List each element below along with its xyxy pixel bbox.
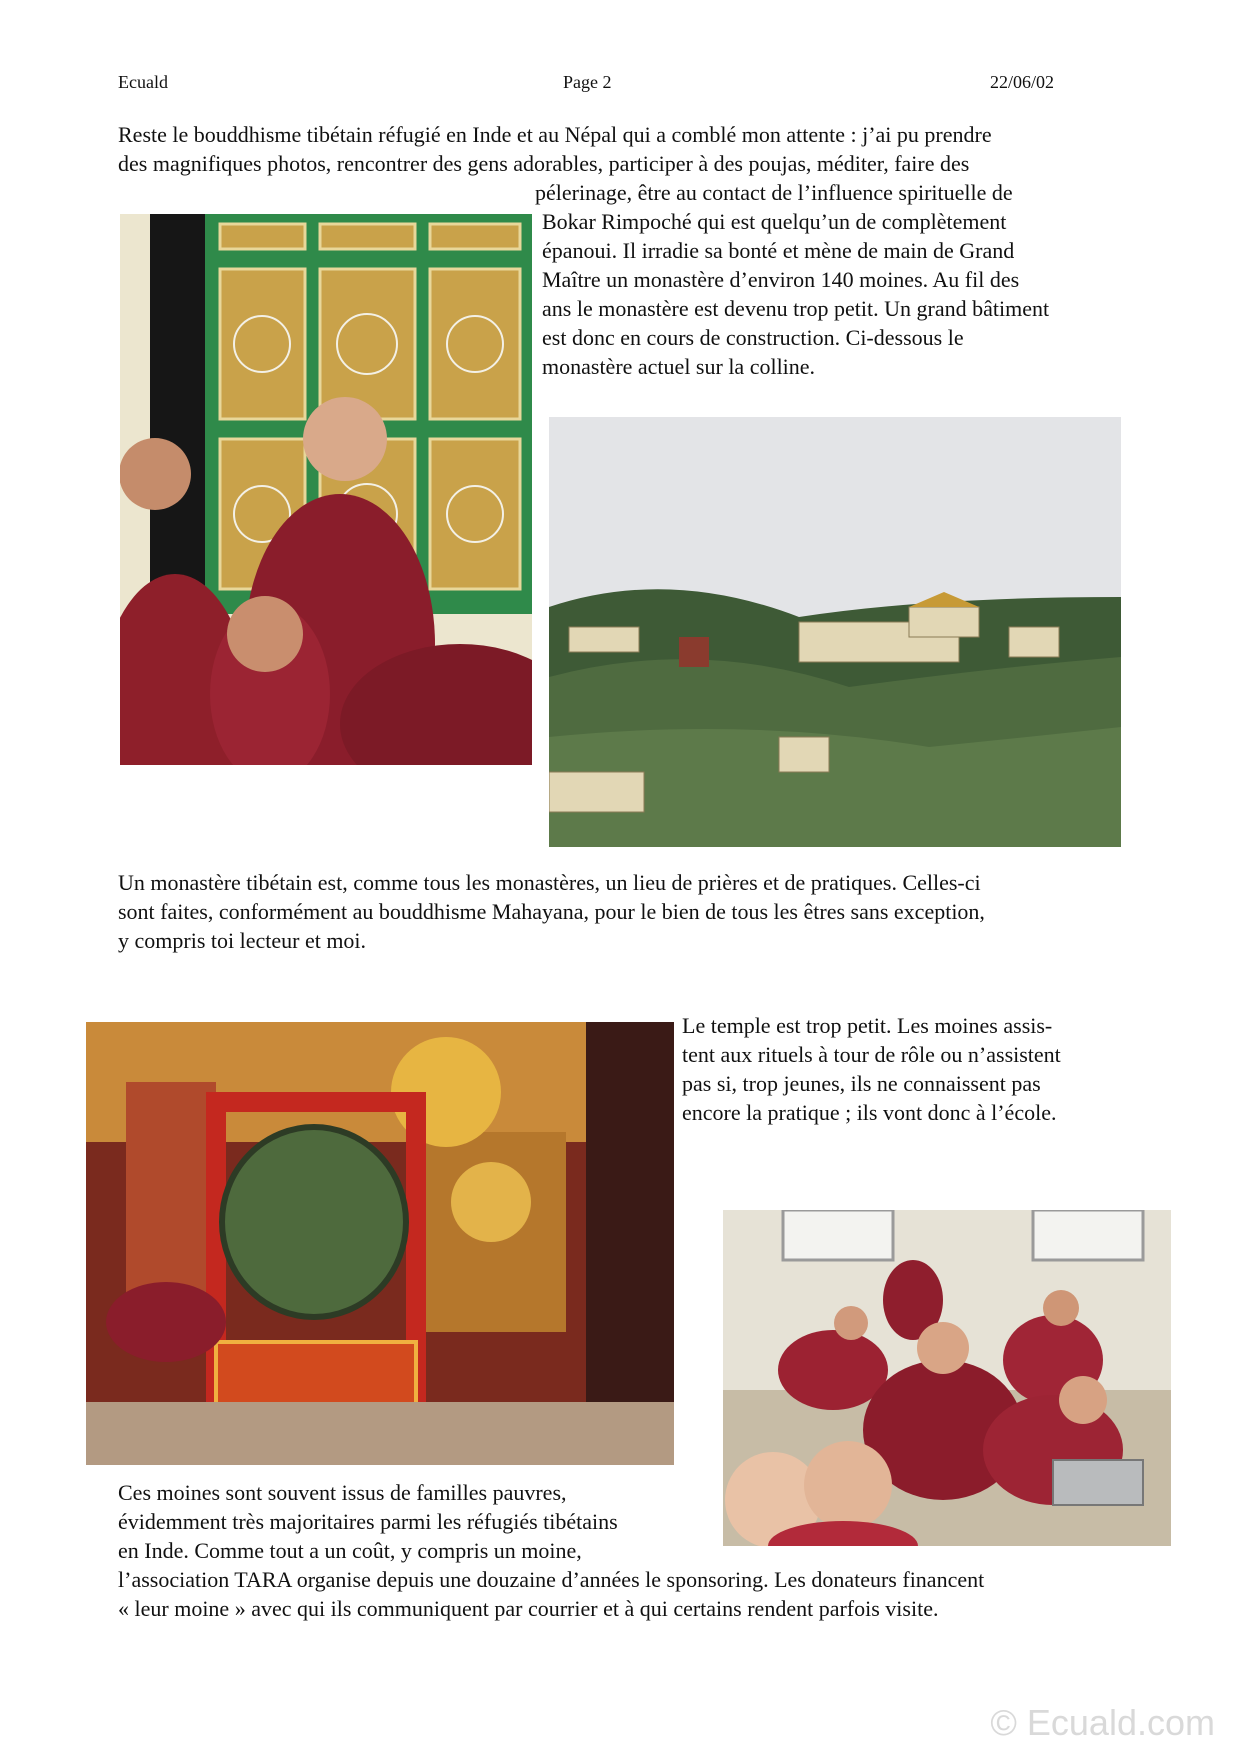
text-line: épanoui. Il irradie sa bonté et mène de main de Grand — [542, 238, 1015, 263]
text-line: « leur moine » avec qui ils communiquent par courrier et à qui certains rendent parfois visite. — [118, 1596, 939, 1621]
text-line: monastère actuel sur la colline. — [542, 354, 816, 379]
text-line: Reste le bouddhisme tibétain réfugié en Inde et au Népal qui a comblé mon attente : j’ai pu prendre — [118, 122, 992, 147]
text-line: y compris toi lecteur et moi. — [118, 928, 367, 953]
text-line: encore la pratique ; ils vont donc à l’école. — [682, 1100, 1057, 1125]
text-line: évidemment très majoritaires parmi les réfugiés tibétains — [118, 1509, 618, 1534]
text-line: Bokar Rimpoché qui est quelqu’un de complètement — [542, 209, 1007, 234]
text-line: l’association TARA organise depuis une douzaine d’années le sponsoring. Les donateurs financent — [118, 1567, 985, 1592]
text-line: des magnifiques photos, rencontrer des gens adorables, participer à des poujas, méditer, faire des — [118, 151, 970, 176]
photo-temple-drum — [86, 1022, 674, 1465]
text-line: pélerinage, être au contact de l’influence spirituelle de — [535, 180, 1013, 205]
watermark: © Ecuald.com — [990, 1702, 1215, 1743]
photo-rimpoche — [120, 214, 532, 765]
text-line: pas si, trop jeunes, ils ne connaissent pas — [682, 1071, 1041, 1096]
header-left: Ecuald — [118, 72, 168, 92]
text-line: Un monastère tibétain est, comme tous les monastères, un lieu de prières et de pratiques. Celles-ci — [118, 870, 981, 895]
text-line: Ces moines sont souvent issus de familles pauvres, — [118, 1480, 567, 1505]
text-line: en Inde. Comme tout a un coût, y compris un moine, — [118, 1538, 582, 1563]
header-page-number: Page 2 — [563, 72, 612, 92]
text-line: ans le monastère est devenu trop petit. Un grand bâtiment — [542, 296, 1050, 321]
text-line: Le temple est trop petit. Les moines assis- — [682, 1013, 1053, 1038]
text-line: tent aux rituels à tour de rôle ou n’assistent — [682, 1042, 1061, 1067]
text-line: sont faites, conformément au bouddhisme Mahayana, pour le bien de tous les êtres sans exception, — [118, 899, 985, 924]
photo-young-monks-school — [723, 1210, 1171, 1546]
header-date: 22/06/02 — [990, 72, 1055, 92]
photo-monastery-hill — [549, 417, 1121, 847]
text-line: est donc en cours de construction. Ci-dessous le — [542, 325, 964, 350]
text-line: Maître un monastère d’environ 140 moines. Au fil des — [542, 267, 1020, 292]
